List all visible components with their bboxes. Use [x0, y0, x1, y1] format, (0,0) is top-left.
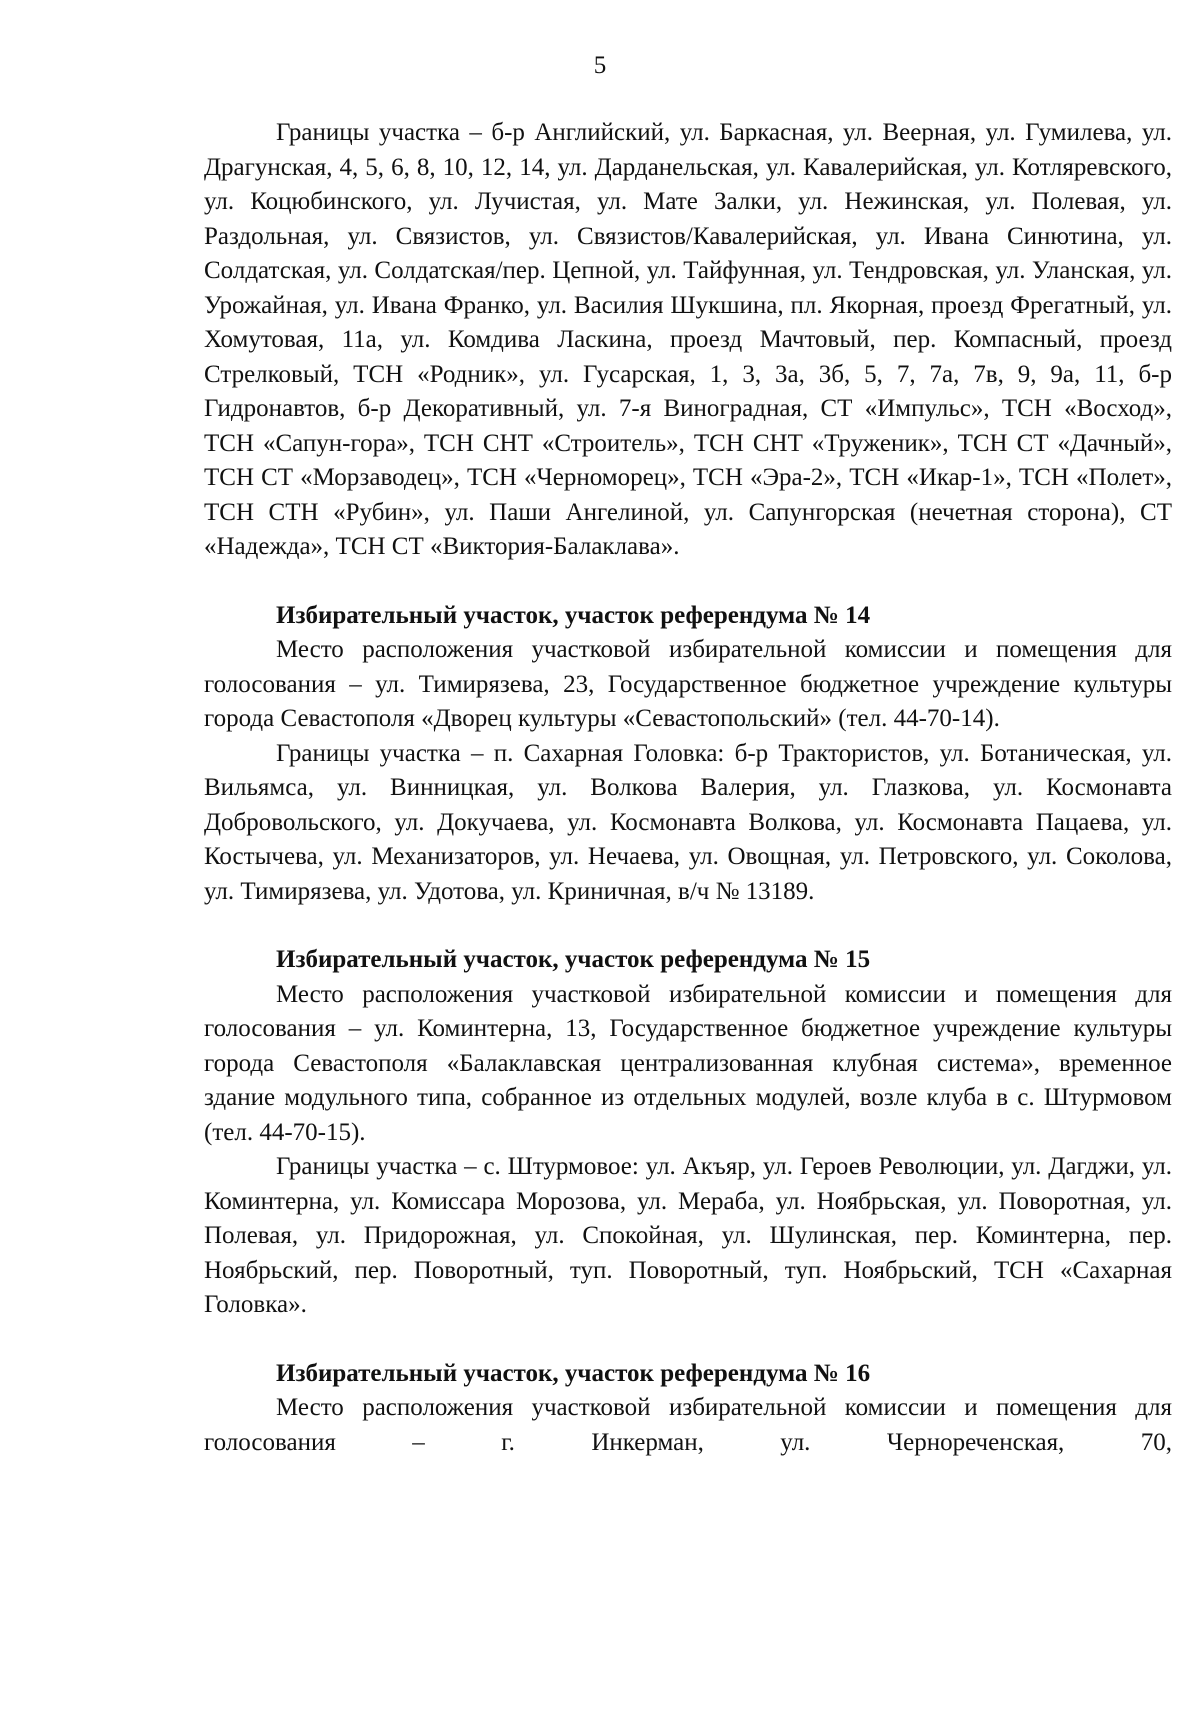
section-heading: Избирательный участок, участок референдума № 14 [276, 601, 871, 629]
section-heading: Избирательный участок, участок референдума № 15 [276, 946, 871, 973]
section-station-16 [204, 1357, 1172, 1461]
section-heading: Избирательный участок, участок референдума № 16 [276, 1359, 871, 1387]
section-station-15 [204, 943, 1172, 1323]
page-number: 5 [593, 52, 607, 79]
document-body [204, 116, 1172, 1460]
location-paragraph: Место расположения участковой избирательной комиссии и помещения для голосования – ул. Коминтерна, 13, Государственное бюджетное учреждение культуры города Севастополя «Балаклавская централизованная клубная система», временное здание модульного типа, собранное из отдельных модулей, возле клуба в с. Штурмовом (тел. 44-70-15). [204, 980, 1172, 1146]
section-station-14 [204, 599, 1172, 910]
section-continuation [204, 116, 1172, 565]
boundaries-paragraph: Границы участка – с. Штурмовое: ул. Акъяр, ул. Героев Революции, ул. Дагджи, ул. Коминтерна, ул. Комиссара Морозова, ул. Мераба, ул. Ноябрьская, ул. Поворотная, ул. Полевая, ул. Придорожная, ул. Спокойная, ул. Шулинская, пер. Коминтерна, пер. Ноябрьский, пер. Поворотный, туп. Поворотный, туп. Ноябрьский, ТСН «Сахарная Головка». [204, 1153, 1172, 1318]
boundaries-paragraph: Границы участка – п. Сахарная Головка: б-р Трактористов, ул. Ботаническая, ул. Вильямса, ул. Винницкая, ул. Волкова Валерия, ул. Глазкова, ул. Космонавта Добровольского, ул. Докучаева, ул. Космонавта Волкова, ул. Космонавта Пацаева, ул. Костычева, ул. Механизаторов, ул. Нечаева, ул. Овощная, ул. Петровского, ул. Соколова, ул. Тимирязева, ул. Удотова, ул. Криничная, в/ч № 13189. [204, 739, 1172, 905]
location-paragraph: Место расположения участковой избирательной комиссии и помещения для голосования – ул. Тимирязева, 23, Государственное бюджетное учреждение культуры города Севастополя «Дворец культуры «Севастопольский» (тел. 44-70-14). [204, 636, 1172, 732]
boundaries-paragraph: Границы участка – б-р Английский, ул. Баркасная, ул. Веерная, ул. Гумилева, ул. Драгунская, 4, 5, 6, 8, 10, 12, 14, ул. Дарданельская, ул. Кавалерийская, ул. Котляревского, ул. Коцюбинского, ул. Лучистая, ул. Мате Залки, ул. Нежинская, ул. Полевая, ул. Раздольная, ул. Связистов, ул. Связистов/Кавалерийская, ул. Ивана Синютина, ул. Солдатская, ул. Солдатская/пер. Цепной, ул. Тайфунная, ул. Тендровская, ул. Уланская, ул. Урожайная, ул. Ивана Франко, ул. Василия Шукшина, пл. Якорная, проезд Фрегатный, ул. Хомутовая, 11а, ул. Комдива Ласкина, проезд Мачтовый, пер. Компасный, проезд Стрелковый, ТСН «Родник», ул. Гусарская, 1, 3, 3а, 3б, 5, 7, 7а, 7в, 9, 9а, 11, б-р Гидронавтов, б-р Декоративный, ул. 7-я Виноградная, СТ «Импульс», ТСН «Восход», ТСН «Сапун-гора», ТСН СНТ «Строитель», ТСН СНТ «Труженик», ТСН СТ «Дачный», ТСН СТ «Морзаводец», ТСН «Черноморец», ТСН «Эра-2», ТСН «Икар-1», ТСН «Полет», ТСН СТН «Рубин», ул. Паши Ангелиной, ул. Сапунгорская (нечетная сторона), СТ «Надежда», ТСН СТ «Виктория-Балаклава». [204, 119, 1172, 560]
location-paragraph: Место расположения участковой избирательной комиссии и помещения для голосования – г. Инкерман, ул. Чернореченская, 70, [204, 1394, 1172, 1456]
